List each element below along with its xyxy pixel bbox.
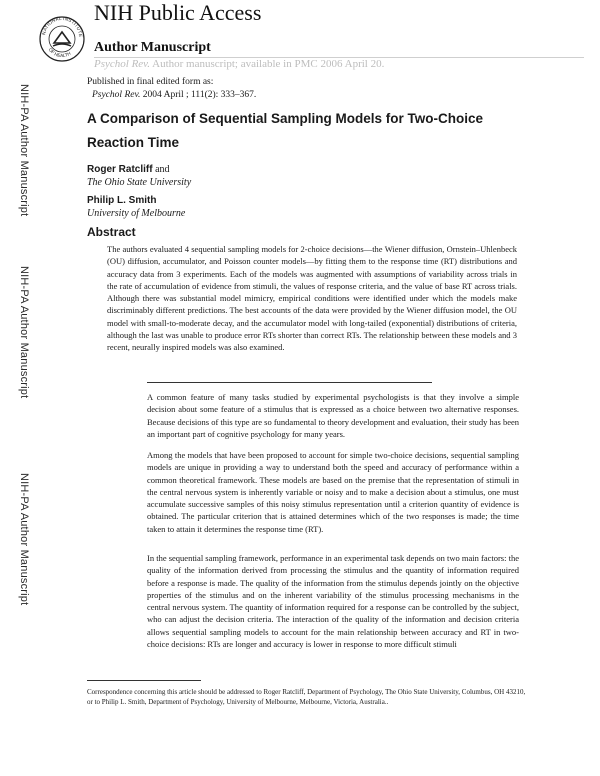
author-affiliation: University of Melbourne — [87, 208, 186, 219]
nih-logo — [37, 2, 87, 72]
svg-text:NATIONAL INSTITUTES: NATIONAL INSTITUTE — [41, 15, 84, 38]
citation-details: 2004 April ; 111(2): 333–367. — [140, 90, 257, 100]
body-paragraph: A common feature of many tasks studied by experimental psychologists is that they involve a simple decision about some feature of a stimulus that is expressed as a choice between two alternative responses. Because decisions of this type are so fundamental to theory development and evaluation, their study has been an important part of cognitive psychology for many years. — [147, 392, 519, 439]
availability-text: Author manuscript; available in PMC 2006 April 20. — [150, 58, 385, 70]
paper-title: A Comparison of Sequential Sampling Models for Two-Choice Reaction Time — [87, 111, 484, 150]
publication-info — [87, 76, 256, 102]
author-manuscript-label: Author Manuscript — [94, 40, 211, 55]
body-paragraph: Among the models that have been proposed to account for simple two-choice decisions, sequential sampling models are unique in providing a way to understand both the speed and accuracy of performance within a common theoretical framework. These models are based on the premise that the representation of stimuli in the central nervous system is inherently variable or noisy and to make a decision about a stimulus, one must accumulate successive samples of this noisy stimulus representation until a criterion quantity of evidence is obtained. The particular criterion that is attained determines which of the two responses is made; the time taken to attain it determines the response time (RT). — [147, 450, 519, 534]
nih-public-access-title: NIH Public Access — [94, 0, 262, 25]
availability-note — [94, 58, 384, 70]
abstract-text: The authors evaluated 4 sequential sampling models for 2-choice decisions—the Wiener diffusion, Ornstein–Uhlenbeck (OU) diffusion, accumulator, and Poisson counter models—by fitting them to the response time (RT) distributions and accuracy data from 3 experiments. Each of the models was augmented with assumptions of variability across trials in the rate of accumulation of evidence from stimuli, the values of response criteria, and the value of base RT across trials. Although there was substantial model mimicry, empirical conditions were identified under which the models make discriminably different predictions. The best accounts of the data were provided by the Wiener diffusion model, the OU model with small-to-moderate decay, and the accumulator model with long-tailed (exponential) distributions of criteria, although the last was unable to produce error RTs shorter than correct RTs. The relationship between these models and 3 recent, neurally inspired models was also examined. — [107, 244, 517, 353]
citation-journal: Psychol Rev. — [92, 90, 141, 100]
side-label: NIH-PA Author Manuscript — [18, 473, 30, 606]
author-name: Philip L. Smith — [87, 195, 157, 206]
citation-line — [87, 89, 256, 102]
section-divider — [147, 382, 432, 383]
author-affiliation: The Ohio State University — [87, 177, 192, 188]
correspondence-footnote: Correspondence concerning this article should be addressed to Roger Ratcliff, Department of Psychology, The Ohio State University, Columbus, OH 43210, or to Philip L. Smith, Department of Psychology, University of Melbourne, Melbourne, Victoria, Australia.. — [87, 688, 526, 706]
author-name: Roger Ratcliff — [87, 164, 153, 175]
author-block — [87, 194, 185, 220]
svg-text:OF HEALTH: OF HEALTH — [47, 47, 72, 59]
author-block — [87, 163, 191, 189]
side-label: NIH-PA Author Manuscript — [18, 84, 30, 217]
author-connector: and — [152, 164, 170, 175]
published-in-label: Published in final edited form as: — [87, 77, 214, 87]
availability-journal: Psychol Rev. — [94, 58, 150, 70]
body-paragraph: In the sequential sampling framework, performance in an experimental task depends on two main factors: the quality of the information derived from processing the stimulus and the quantity of information required before a response is made. The quality of the information from the stimulus depends jointly on the objective properties of the stimulus and on the inherent variability of the stimulus processing mechanisms in the central nervous system. The quantity of information required for a response can be controlled by the subject, who can adjust the decision criteria. The interaction of the quality of the information and decision criteria allows sequential sampling models to account for the main relationship between accuracy and RT in two-choice decisions: RTs are longer and accuracy is lower in response to more difficult stimuli — [147, 553, 519, 650]
side-label: NIH-PA Author Manuscript — [18, 266, 30, 399]
footnote-divider — [87, 680, 201, 681]
abstract-heading: Abstract — [87, 225, 136, 239]
